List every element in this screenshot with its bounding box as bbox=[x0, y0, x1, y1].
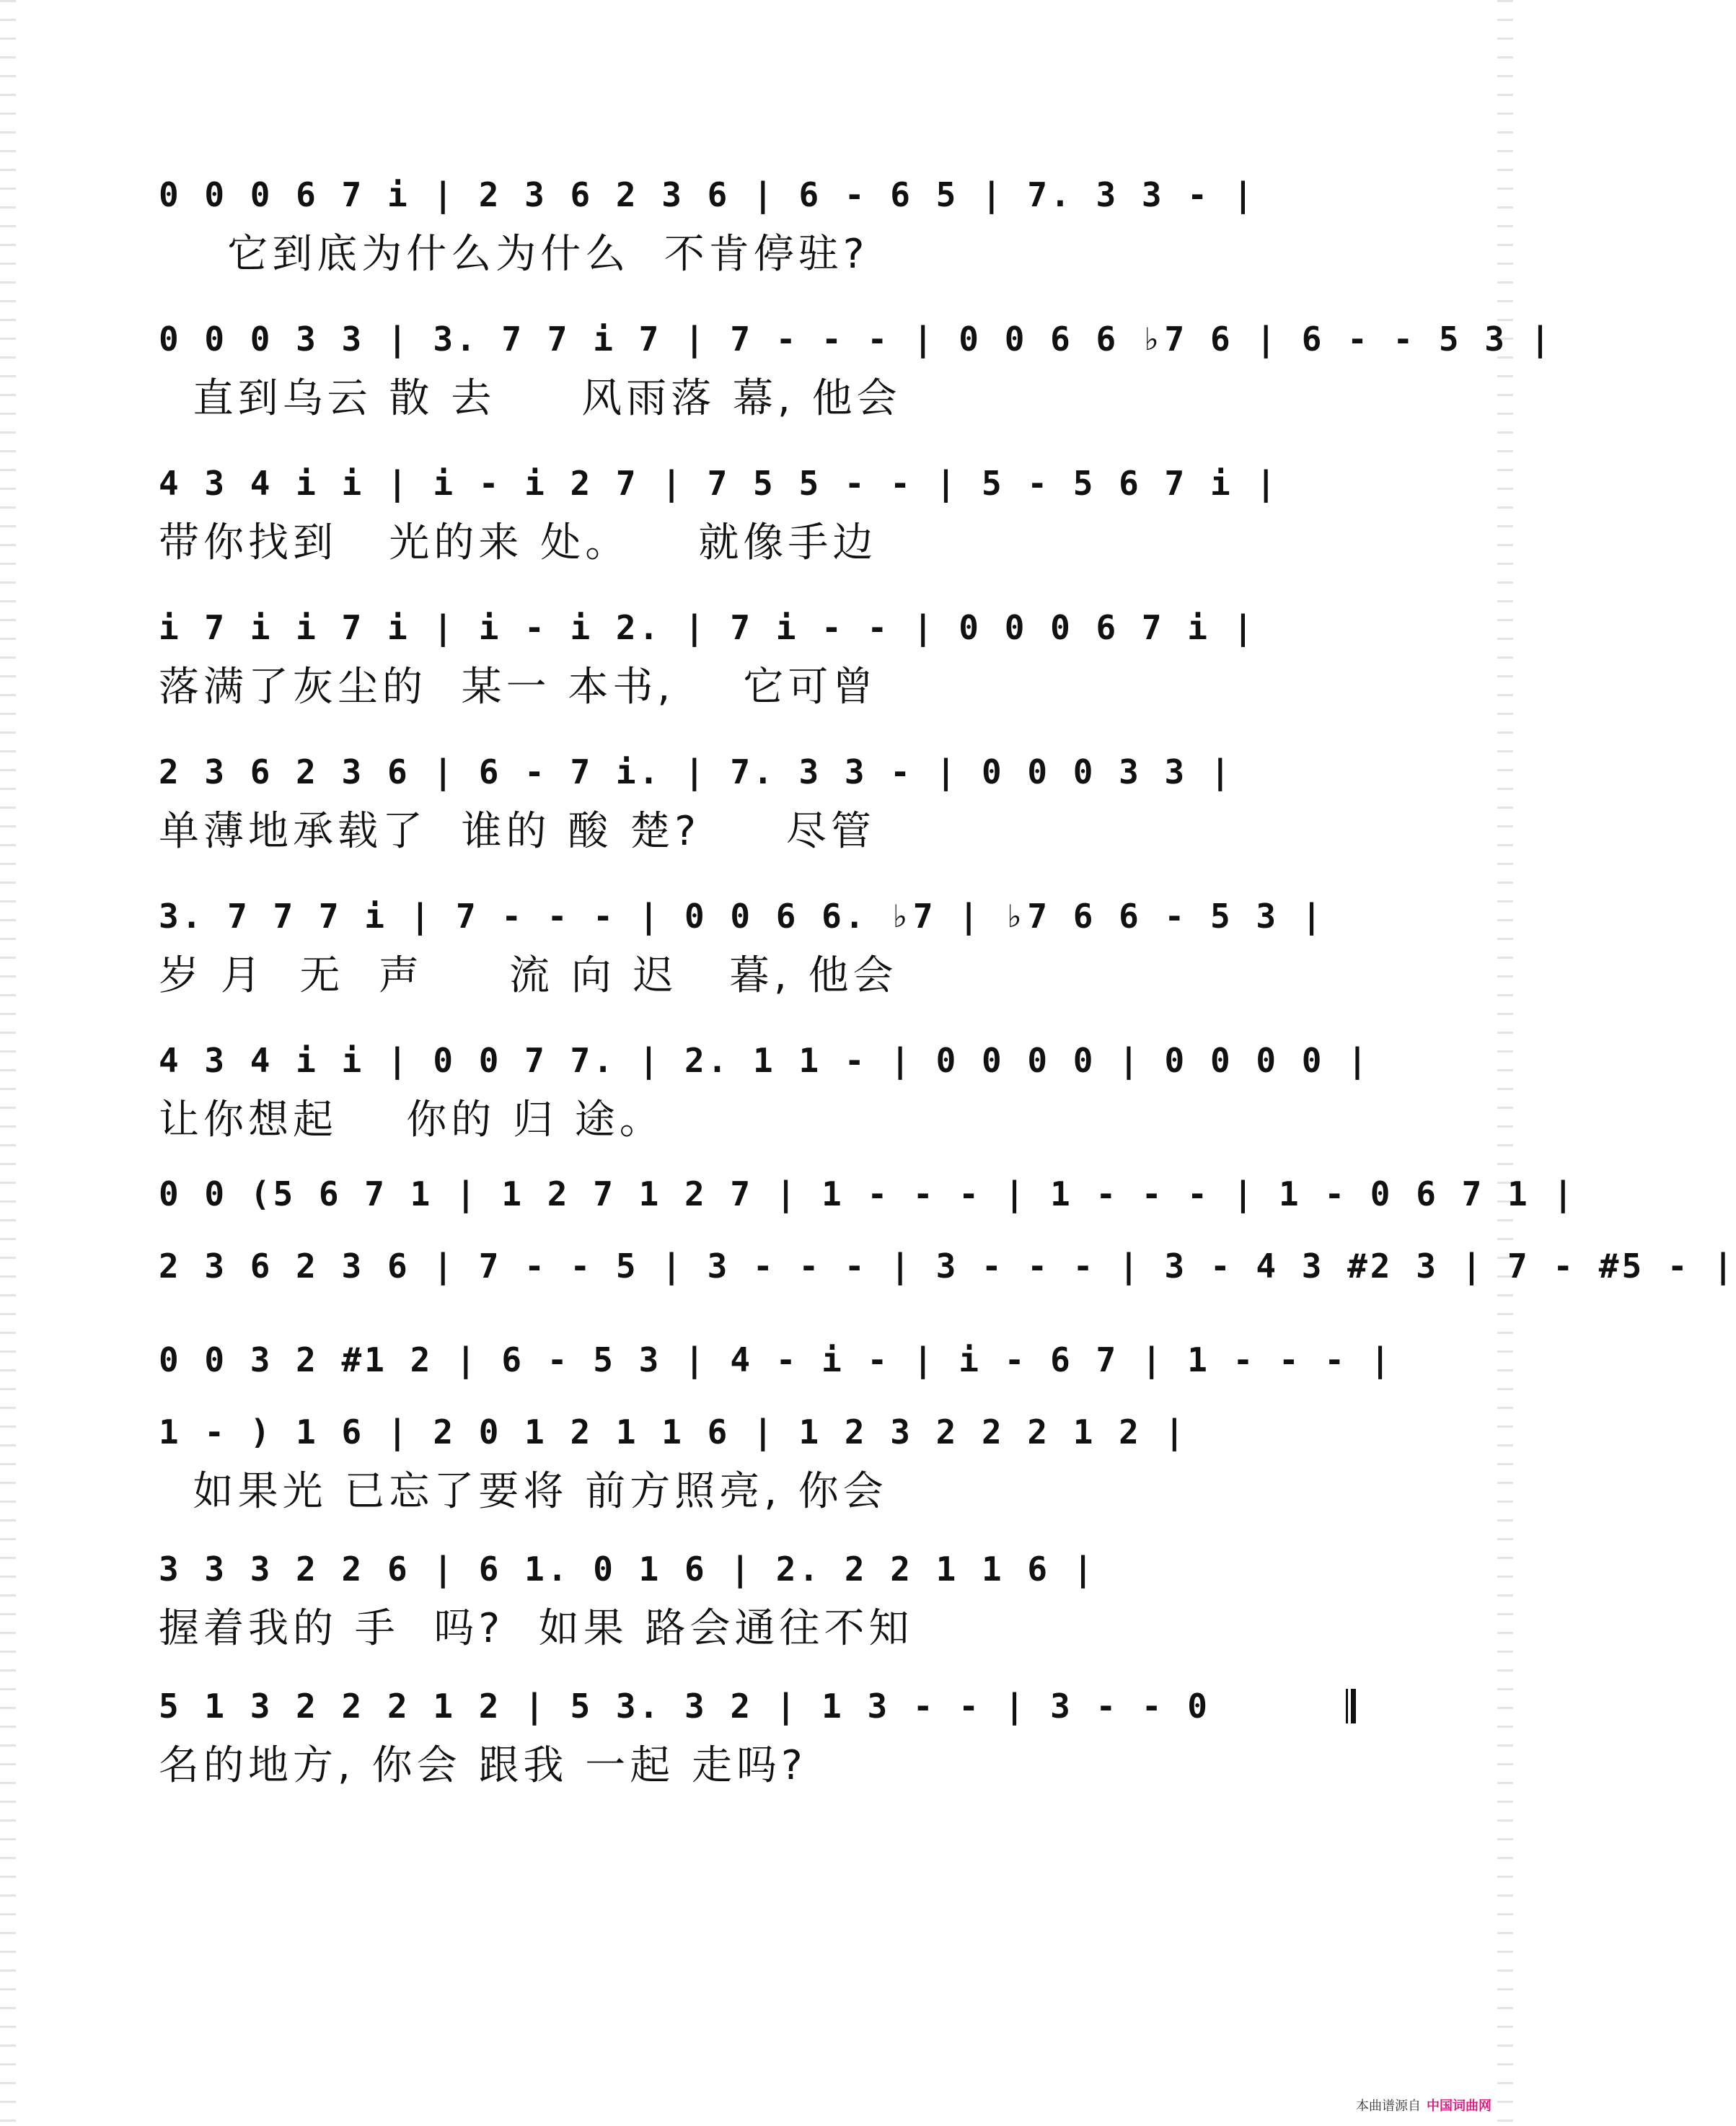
lyric-line: 名的地方, 你会 跟我 一起 走吗? bbox=[159, 1742, 807, 1789]
notation-line: 0 0 0 3 3 | 3. 7 7 i 7 | 7 - - - | 0 0 6 6 ♭7 6 | 6 - - 5 3 | bbox=[159, 320, 1554, 359]
notation-line: i 7 i i 7 i | i - i 2. | 7 i - - | 0 0 0 6 7 i | bbox=[159, 608, 1256, 647]
site-name-link[interactable]: 中国词曲网 bbox=[1427, 2099, 1492, 2113]
lyric-line: 岁 月 无 声 流 向 迟 暮, 他会 bbox=[159, 952, 898, 999]
source-footer bbox=[1356, 2096, 1492, 2114]
final-barline bbox=[1346, 1689, 1356, 1723]
notation-line: 4 3 4 i i | 0 0 7 7. | 2. 1 1 - | 0 0 0 0 | 0 0 0 0 | bbox=[159, 1041, 1370, 1080]
lyric-line: 如果光 已忘了要将 前方照亮, 你会 bbox=[159, 1468, 888, 1515]
lyric-line: 让你想起 你的 归 途。 bbox=[159, 1097, 664, 1143]
notation-line: 0 0 (5 6 7 1 | 1 2 7 1 2 7 | 1 - - - | 1 - - - | 1 - 0 6 7 1 | bbox=[159, 1174, 1577, 1213]
notation-line: 5 1 3 2 2 2 1 2 | 5 3. 3 2 | 1 3 - - | 3 - - 0 bbox=[159, 1687, 1210, 1726]
notation-line: 1 - ) 1 6 | 2 0 1 2 1 1 6 | 1 2 3 2 2 2 1 2 | bbox=[159, 1413, 1188, 1451]
lyric-line: 握着我的 手 吗? 如果 路会通往不知 bbox=[159, 1605, 914, 1652]
notation-line: 2 3 6 2 3 6 | 7 - - 5 | 3 - - - | 3 - - - | 3 - 4 3 #2 3 | 7 - #5 - | bbox=[159, 1247, 1736, 1286]
notation-line: 0 0 3 2 #1 2 | 6 - 5 3 | 4 - i - | i - 6 7 | 1 - - - | bbox=[159, 1340, 1393, 1379]
lyric-line: 它到底为什么为什么 不肯停驻? bbox=[159, 231, 869, 278]
lyric-line: 单薄地承载了 谁的 酸 楚? 尽管 bbox=[159, 808, 876, 855]
lyric-line: 带你找到 光的来 处。 就像手边 bbox=[159, 519, 878, 566]
notation-line: 4 3 4 i i | i - i 2 7 | 7 5 5 - - | 5 - 5 6 7 i | bbox=[159, 464, 1279, 503]
notation-line: 2 3 6 2 3 6 | 6 - 7 i. | 7. 3 3 - | 0 0 0 3 3 | bbox=[159, 752, 1233, 791]
lyric-line: 直到乌云 散 去 风雨落 幕, 他会 bbox=[159, 375, 902, 422]
source-note: 本曲谱源自 bbox=[1356, 2099, 1421, 2113]
notation-line: 0 0 0 6 7 i | 2 3 6 2 3 6 | 6 - 6 5 | 7. 3 3 - | bbox=[159, 175, 1256, 214]
lyric-line: 落满了灰尘的 某一 本书, 它可曾 bbox=[159, 664, 878, 711]
notation-line: 3. 7 7 7 i | 7 - - - | 0 0 6 6. ♭7 | ♭7 6 6 - 5 3 | bbox=[159, 897, 1325, 936]
notation-line: 3 3 3 2 2 6 | 6 1. 0 1 6 | 2. 2 2 1 1 6 | bbox=[159, 1550, 1096, 1589]
